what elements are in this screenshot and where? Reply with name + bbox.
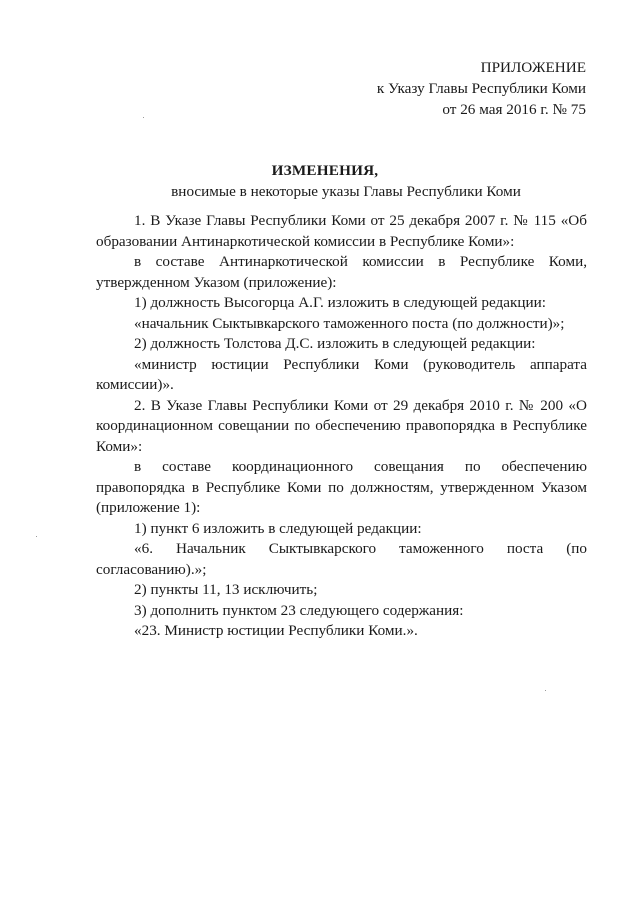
paragraph-subitem-2: 2) должность Толстова Д.С. изложить в следующей редакции:: [134, 335, 536, 352]
paragraph-item-1: 1. В Указе Главы Республики Коми от 25 декабря 2007 г. № 115 «Об образовании Антинаркотической комиссии в Республике Коми»:: [96, 212, 587, 250]
paragraph-meeting-composition: в составе координационного совещания по обеспечению правопорядка в Республике Коми по должностям, утвержденном Указом (приложение 1):: [96, 458, 587, 516]
document-subtitle: вносимые в некоторые указы Главы Республики Коми: [171, 183, 521, 200]
paragraph-commission-composition: в составе Антинаркотической комиссии в Республике Коми, утвержденном Указом (приложение):: [96, 253, 587, 291]
document-title: ИЗМЕНЕНИЯ,: [271, 162, 379, 179]
paragraph-subitem-1: 1) должность Высогорца А.Г. изложить в следующей редакции:: [134, 294, 546, 311]
appendix-decree-reference: к Указу Главы Республики Коми: [376, 80, 586, 97]
scan-speck: [143, 117, 144, 118]
paragraph-subitem-add: 3) дополнить пунктом 23 следующего содержания:: [134, 601, 464, 619]
paragraph-subitem-exclude: 2) пункты 11, 13 исключить;: [134, 581, 318, 598]
paragraph-quote-1: «начальник Сыктывкарского таможенного поста (по должности)»;: [134, 314, 565, 332]
appendix-label: ПРИЛОЖЕНИЕ: [480, 59, 586, 76]
paragraph-quote-point-23: «23. Министр юстиции Республики Коми.».: [134, 622, 418, 639]
scan-speck: [36, 536, 37, 537]
paragraph-subitem-point-6: 1) пункт 6 изложить в следующей редакции:: [134, 519, 422, 537]
appendix-decree-date: от 26 мая 2016 г. № 75: [442, 101, 586, 118]
paragraph-quote-2: «министр юстиции Республики Коми (руководитель аппарата комиссии)».: [96, 355, 587, 393]
scan-speck: [545, 690, 546, 691]
paragraph-quote-point-6: «6. Начальник Сыктывкарского таможенного поста (по согласованию).»;: [96, 540, 587, 578]
document-body: [96, 211, 587, 642]
paragraph-item-2: 2. В Указе Главы Республики Коми от 29 декабря 2010 г. № 200 «О координационном совещании по обеспечению правопорядка в Республике Коми»:: [96, 396, 587, 455]
appendix-header: [377, 57, 586, 120]
document-heading: [0, 160, 640, 202]
